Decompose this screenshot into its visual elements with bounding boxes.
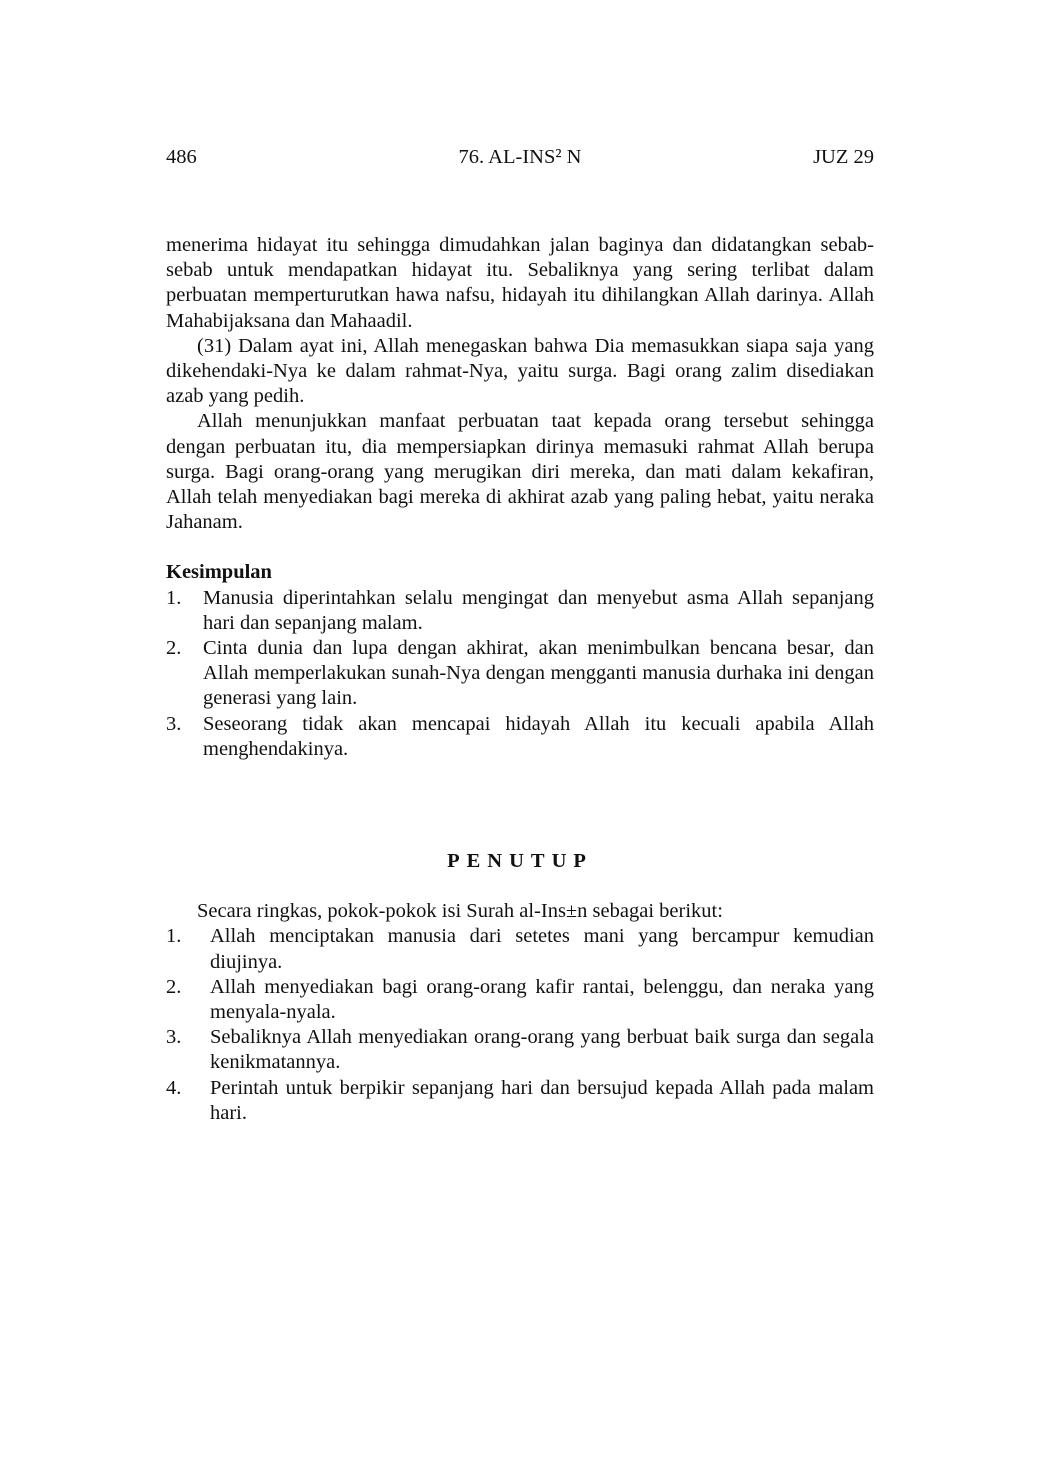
penutup-intro: Secara ringkas, pokok-pokok isi Surah al-Ins±n sebagai berikut: <box>197 900 723 923</box>
page-header <box>166 146 874 172</box>
item-number: 2. <box>166 637 182 660</box>
item-number: 1. <box>166 586 182 609</box>
item-number: 2. <box>166 975 182 998</box>
item-number: 3. <box>166 1026 182 1049</box>
list-item <box>166 924 874 974</box>
chapter-title: 76. AL-INS² N <box>458 146 582 168</box>
item-text: Cinta dunia dan lupa dengan akhirat, akan menimbulkan bencana besar, dan Allah memperlakukan sunah-Nya dengan mengganti manusia durhaka ini dengan generasi yang lain. <box>203 637 874 710</box>
body-text <box>166 233 874 1126</box>
juz-label: JUZ 29 <box>813 146 874 168</box>
penutup-list <box>166 924 874 1126</box>
kesimpulan-heading: Kesimpulan <box>166 561 272 584</box>
penutup-title: PENUTUP <box>447 850 593 873</box>
kesimpulan-list <box>166 586 874 762</box>
list-item <box>166 636 874 712</box>
item-number: 3. <box>166 712 182 735</box>
paragraph: menerima hidayat itu sehingga dimudahkan jalan baginya dan didatangkan sebab-sebab untuk mendapatkan hidayat itu. Sebaliknya yang sering terlibat dalam perbuatan memperturutkan hawa nafsu, hidayah itu dihilangkan Allah darinya. Allah Mahabijaksana dan Mahaadil. <box>166 234 874 332</box>
item-text: Allah menyediakan bagi orang-orang kafir rantai, belenggu, dan neraka yang menyala-nyala. <box>210 975 874 1024</box>
item-text: Sebaliknya Allah menyediakan orang-orang yang berbuat baik surga dan segala kenikmatannya. <box>210 1026 874 1074</box>
item-text: Seseorang tidak akan mencapai hidayah Allah itu kecuali apabila Allah menghendakinya. <box>203 712 874 760</box>
list-item <box>166 1025 874 1075</box>
list-item <box>166 975 874 1025</box>
page-number: 486 <box>166 146 197 168</box>
list-item <box>166 586 874 636</box>
item-number: 4. <box>166 1076 182 1099</box>
paragraph: (31) Dalam ayat ini, Allah menegaskan bahwa Dia memasukkan siapa saja yang dikehendaki-Nya ke dalam rahmat-Nya, yaitu surga. Bagi orang zalim disediakan azab yang pedih. <box>166 334 874 408</box>
list-item <box>166 1076 874 1126</box>
item-text: Perintah untuk berpikir sepanjang hari dan bersujud kepada Allah pada malam hari. <box>210 1076 874 1124</box>
item-number: 1. <box>166 925 182 948</box>
paragraph: Allah menunjukkan manfaat perbuatan taat kepada orang tersebut sehingga dengan perbuatan itu, dia mempersiapkan dirinya memasuki rahmat Allah berupa surga. Bagi orang-orang yang merugikan diri mereka, dan mati dalam kekafiran, Allah telah menyediakan bagi mereka di akhirat azab yang paling hebat, yaitu neraka Jahanam. <box>166 410 874 534</box>
item-text: Allah menciptakan manusia dari setetes mani yang bercampur kemudian diujinya. <box>210 925 874 973</box>
item-text: Manusia diperintahkan selalu mengingat dan menyebut asma Allah sepanjang hari dan sepanjang malam. <box>203 586 874 634</box>
list-item <box>166 712 874 762</box>
